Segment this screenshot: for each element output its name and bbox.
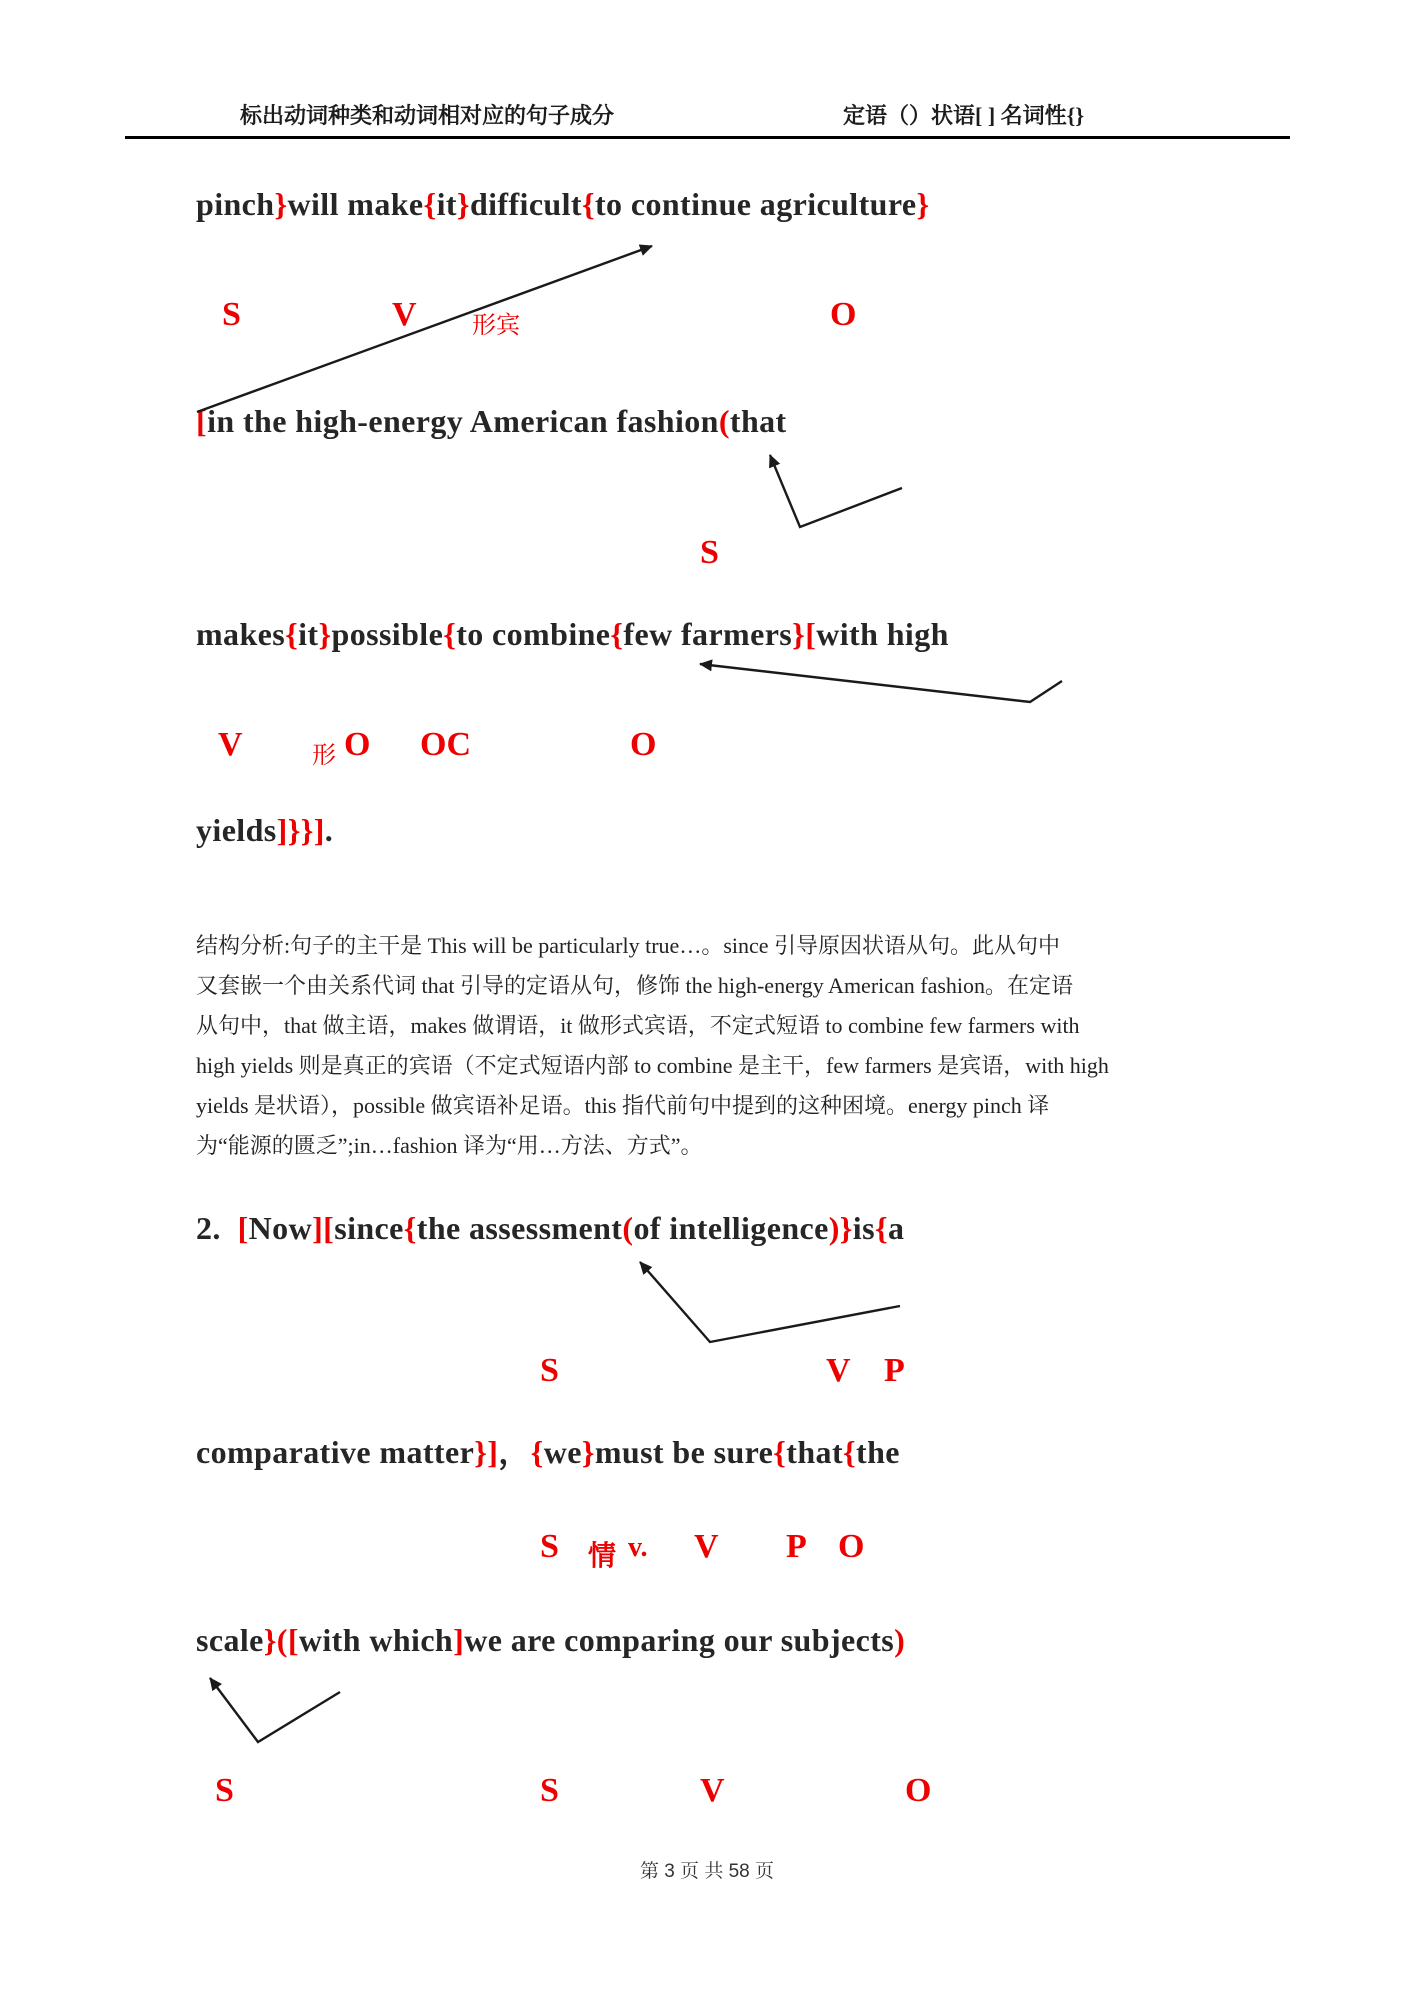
- sentence2-line2: [196, 1427, 900, 1473]
- text-segment: (: [718, 403, 730, 439]
- arrow-to-scale: [210, 1678, 340, 1742]
- text-segment: [: [196, 403, 208, 439]
- text-segment: we: [543, 1434, 582, 1470]
- text-segment: {: [773, 1434, 787, 1470]
- sentence1-line1: [196, 186, 929, 223]
- grammar-label-o4: O: [838, 1528, 865, 1565]
- text-segment: we are comparing our subjects: [464, 1622, 895, 1658]
- text-segment: must be sure: [594, 1434, 774, 1470]
- text-segment: {: [843, 1434, 857, 1470]
- grammar-label-v5: V: [700, 1772, 725, 1809]
- analysis-line: 结构分析:句子的主干是 This will be particularly true…。since 引导原因状语从句。此从句中: [196, 933, 1061, 958]
- analysis-line: high yields 则是真正的宾语（不定式短语内部 to combine 是主干，few farmers 是宾语，with high: [196, 1053, 1109, 1078]
- header-rule: [125, 136, 1290, 139]
- text-segment: }: [456, 186, 470, 222]
- arrow-to-continue-agriculture: [197, 246, 652, 412]
- text-segment: {: [610, 616, 624, 652]
- text-segment: {: [423, 186, 437, 222]
- text-segment: yields: [196, 812, 277, 848]
- text-segment: ]: [453, 1622, 465, 1658]
- text-segment: ): [894, 1622, 906, 1658]
- text-segment: {: [443, 616, 457, 652]
- text-segment: since: [334, 1210, 404, 1246]
- grammar-label-s6: S: [540, 1772, 559, 1809]
- header-right-note: 定语（）状语[ ] 名词性{}: [843, 103, 1084, 128]
- text-segment: {: [530, 1434, 544, 1470]
- grammar-label-p2: P: [786, 1528, 807, 1565]
- text-segment: to combine: [456, 616, 611, 652]
- grammar-label-xing: 形: [312, 743, 336, 769]
- text-segment: {: [874, 1210, 888, 1246]
- analysis-line: 从句中，that 做主语，makes 做谓语，it 做形式宾语，不定式短语 to combine few farmers with: [196, 1013, 1080, 1038]
- grammar-label-o5: O: [905, 1772, 932, 1809]
- text-segment: the assessment: [416, 1210, 623, 1246]
- grammar-label-v2: V: [218, 726, 243, 763]
- text-segment: pinch: [196, 186, 275, 222]
- analysis-line: 为“能源的匮乏”;in…fashion 译为“用…方法、方式”。: [196, 1133, 703, 1158]
- grammar-label-v4: V: [694, 1528, 719, 1565]
- grammar-label-s: S: [222, 296, 241, 333]
- text-segment: that: [729, 403, 787, 439]
- text-segment: scale: [196, 1622, 264, 1658]
- grammar-label-s4: S: [540, 1528, 559, 1565]
- text-segment: ][: [312, 1210, 335, 1246]
- text-segment: with which: [298, 1622, 454, 1658]
- text-segment: [: [237, 1210, 249, 1246]
- text-segment: .: [324, 812, 334, 848]
- sentence1-line2: [196, 403, 787, 440]
- grammar-label-qing: 情: [588, 1541, 617, 1572]
- text-segment: Now: [248, 1210, 313, 1246]
- sentence1-line4: [196, 812, 333, 849]
- text-segment: {: [581, 186, 595, 222]
- grammar-label-oc: OC: [420, 726, 471, 763]
- grammar-label-v: V: [392, 296, 417, 333]
- text-segment: [: [805, 616, 817, 652]
- text-segment: }]: [474, 1434, 499, 1470]
- header-left-note: 标出动词种类和动词相对应的句子成分: [240, 103, 615, 128]
- grammar-label-s3: S: [540, 1352, 559, 1389]
- text-segment: ，: [498, 1434, 531, 1470]
- text-segment: to continue agriculture: [595, 186, 917, 222]
- grammar-label-o2: O: [344, 726, 371, 763]
- text-segment: comparative matter: [196, 1434, 475, 1470]
- sentence1-line3: [196, 616, 949, 653]
- grammar-label-v-dot: v.: [628, 1532, 648, 1563]
- arrow-to-combine: [700, 664, 1062, 702]
- text-segment: ]}}]: [276, 812, 325, 848]
- grammar-label-s-that: S: [700, 534, 719, 571]
- text-segment: (: [622, 1210, 634, 1246]
- text-segment: that: [786, 1434, 844, 1470]
- analysis-line: 又套嵌一个由关系代词 that 引导的定语从句，修饰 the high-energy American fashion。在定语: [196, 973, 1074, 998]
- grammar-label-v3: V: [826, 1352, 851, 1389]
- grammar-label-s5: S: [215, 1772, 234, 1809]
- text-segment: possible: [331, 616, 444, 652]
- text-segment: )}: [828, 1210, 853, 1246]
- grammar-label-xingbin: 形宾: [472, 313, 520, 339]
- text-segment: it: [298, 616, 319, 652]
- text-segment: is: [852, 1210, 875, 1246]
- text-segment: 2.: [196, 1210, 238, 1246]
- arrow-to-that-subject: [770, 455, 902, 527]
- sentence2-line3: [196, 1622, 905, 1659]
- text-segment: {: [285, 616, 299, 652]
- grammar-label-p: P: [884, 1352, 905, 1389]
- text-segment: a: [887, 1210, 905, 1246]
- text-segment: makes: [196, 616, 286, 652]
- grammar-label-o3: O: [630, 726, 657, 763]
- text-segment: }: [581, 1434, 595, 1470]
- grammar-label-o: O: [830, 296, 857, 333]
- text-segment: difficult: [469, 186, 582, 222]
- text-segment: }: [274, 186, 288, 222]
- text-segment: will make: [287, 186, 424, 222]
- arrow-to-assessment: [640, 1262, 900, 1342]
- text-segment: }: [318, 616, 332, 652]
- footer-page-number: 第 3 页 共 58 页: [639, 1861, 775, 1882]
- text-segment: with high: [816, 616, 949, 652]
- text-segment: }([: [263, 1622, 299, 1658]
- text-segment: it: [436, 186, 457, 222]
- text-segment: the: [856, 1434, 900, 1470]
- text-segment: in the high-energy American fashion: [207, 403, 719, 439]
- text-segment: }: [916, 186, 930, 222]
- analysis-line: yields 是状语），possible 做宾语补足语。this 指代前句中提到的这种困境。energy pinch 译: [196, 1093, 1050, 1118]
- text-segment: of intelligence: [633, 1210, 829, 1246]
- analysis-paragraph: [196, 926, 1109, 1166]
- text-segment: }: [792, 616, 806, 652]
- text-segment: {: [403, 1210, 417, 1246]
- sentence2-line1: [196, 1210, 904, 1247]
- text-segment: few farmers: [623, 616, 793, 652]
